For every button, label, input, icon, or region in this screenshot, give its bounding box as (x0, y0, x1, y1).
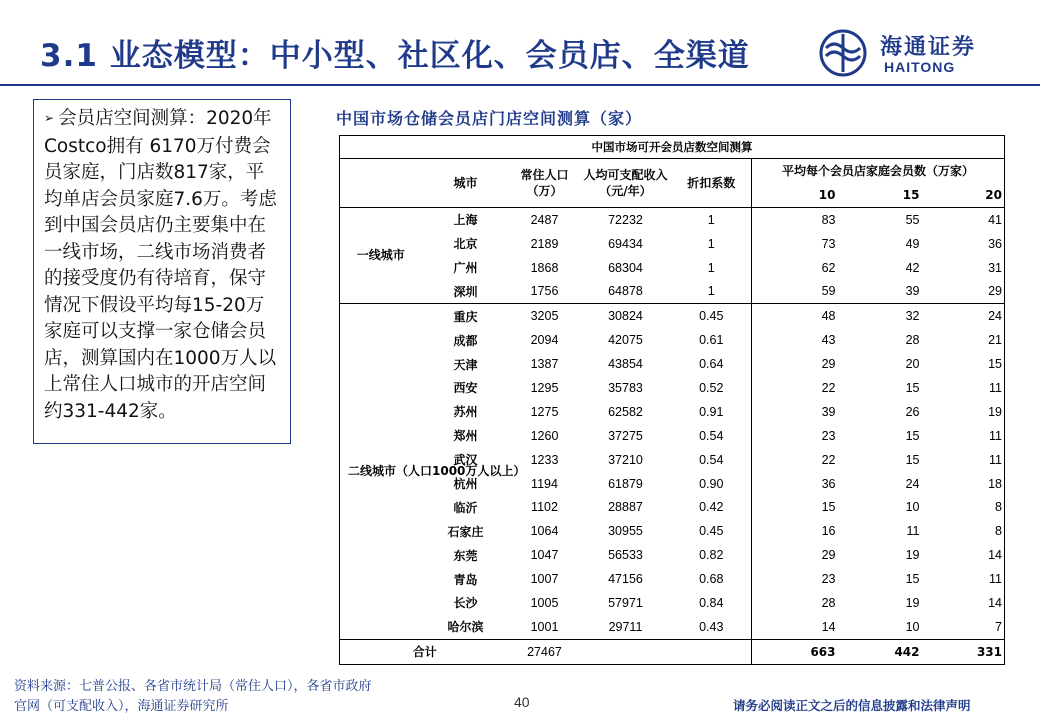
total-empty (672, 639, 752, 664)
members-10-value: 29 (821, 357, 836, 372)
members-15-value: 39 (905, 284, 920, 299)
members-10-value: 14 (821, 619, 836, 634)
summary-textbox (33, 99, 291, 444)
members-15-value: 32 (838, 304, 922, 328)
members-20-value: 31 (922, 256, 1005, 280)
city-name: 哈尔滨 (447, 620, 484, 635)
members-20-value: 24 (922, 304, 1005, 328)
header-20: 20 (922, 183, 1005, 207)
income-value: 61879 (608, 476, 643, 491)
page-title: 3.1 业态模型：中小型、社区化、会员店、全渠道 (40, 38, 750, 74)
haitong-logo (818, 28, 1008, 78)
discount-value: 0.82 (672, 543, 752, 567)
population-value: 1868 (530, 260, 559, 275)
population-value: 1001 (530, 619, 559, 634)
members-15-value: 26 (905, 404, 920, 419)
income-value: 57971 (608, 595, 643, 610)
population-value: 1102 (531, 500, 558, 515)
total-10: 663 (752, 639, 838, 664)
city-name: 青岛 (453, 572, 478, 587)
group-label-tier2: 二线城市（人口1000万人以上） (340, 304, 422, 639)
table-row (340, 567, 1005, 591)
members-20-value: 11 (922, 448, 1005, 472)
members-15-value: 19 (905, 595, 920, 610)
income-value: 37275 (608, 428, 643, 443)
income-value: 72232 (580, 207, 672, 231)
city-name: 上海 (422, 207, 510, 231)
table-row (340, 304, 1005, 328)
store-space-table (339, 135, 1005, 665)
discount-value: 0.52 (672, 376, 752, 400)
city-name: 郑州 (453, 429, 478, 444)
population-value: 1275 (530, 404, 559, 419)
city-name: 临沂 (453, 500, 478, 515)
income-value: 30824 (580, 304, 672, 328)
members-10-value: 22 (821, 452, 836, 467)
income-value: 30955 (608, 524, 643, 539)
total-population: 27467 (510, 639, 580, 664)
table-row (340, 400, 1005, 424)
members-10-value: 48 (752, 304, 838, 328)
income-value: 56533 (608, 548, 643, 563)
members-20-value: 8 (922, 495, 1005, 519)
members-10-value: 23 (821, 428, 836, 443)
group-label-tier1: 一线城市 (340, 207, 422, 304)
income-value: 43854 (608, 357, 643, 372)
members-15-value: 49 (905, 236, 920, 251)
population-value: 1756 (530, 284, 559, 299)
members-20-value: 11 (922, 424, 1005, 448)
table-row (340, 615, 1005, 639)
population-value: 2487 (510, 207, 580, 231)
members-20-value: 19 (922, 400, 1005, 424)
city-name: 成都 (453, 333, 478, 348)
source-line-2: 官网（可支配收入），海通证券研究所 (14, 699, 229, 714)
members-15-value: 19 (905, 548, 920, 563)
header-15: 15 (902, 187, 920, 202)
members-10-value: 28 (821, 595, 836, 610)
members-15-value: 15 (905, 572, 920, 587)
summary-paragraph: 会员店空间测算：2020年Costco拥有 6170万付费会员家庭，门店数817家，平均单店会员家庭7.6万。考虑到中国会员店仍主要集中在一线市场，二线市场消费者的接受度仍有待培育，保守情况下假设平均每15-20万家庭可以支撑一家仓储会员店，测算国内在1000万人以上常住人口城市的开店空间约331-442家。 (44, 108, 277, 422)
income-value: 42075 (608, 333, 643, 348)
income-value: 68304 (608, 260, 643, 275)
population-value: 2189 (530, 236, 559, 251)
members-15-value: 15 (905, 380, 920, 395)
members-20-value: 11 (922, 376, 1005, 400)
city-name: 天津 (453, 357, 478, 372)
table-caption: 中国市场可开会员店数空间测算 (340, 136, 1005, 159)
members-10-value: 83 (752, 207, 838, 231)
city-name: 广州 (453, 261, 478, 275)
discount-value: 0.43 (672, 615, 752, 639)
header-population: 常住人口（万） (520, 167, 569, 198)
table-row (340, 352, 1005, 376)
population-value: 1194 (531, 476, 558, 491)
discount-value: 0.54 (672, 448, 752, 472)
members-10-value: 59 (821, 284, 836, 299)
members-10-value: 22 (821, 380, 836, 395)
header-avg-members: 平均每个会员店家庭会员数（万家） (752, 159, 1005, 183)
total-20: 331 (922, 639, 1005, 664)
discount-value: 0.64 (672, 352, 752, 376)
table-row (340, 376, 1005, 400)
table-row (340, 519, 1005, 543)
members-10-value: 39 (821, 404, 836, 419)
discount-value: 0.54 (672, 424, 752, 448)
discount-value: 1 (672, 207, 752, 231)
table-row (340, 424, 1005, 448)
source-note (14, 677, 372, 717)
members-20-value: 7 (922, 615, 1005, 639)
members-20-value: 15 (922, 352, 1005, 376)
income-value: 47156 (608, 572, 643, 587)
page-number: 40 (514, 694, 530, 710)
source-line-1: 资料来源：七普公报、各省市统计局（常住人口），各省市政府 (14, 679, 372, 694)
members-20-value: 18 (922, 472, 1005, 496)
members-20-value: 14 (922, 543, 1005, 567)
title-divider (0, 84, 1040, 86)
city-name: 苏州 (453, 405, 478, 420)
income-value: 69434 (608, 236, 643, 251)
total-15: 442 (838, 639, 922, 664)
income-value: 62582 (608, 404, 643, 419)
table-row (340, 207, 1005, 231)
members-10-value: 16 (821, 524, 836, 539)
total-empty (580, 639, 672, 664)
table-row (340, 279, 1005, 303)
total-row (340, 639, 1005, 664)
members-15-value: 20 (905, 357, 920, 372)
city-name: 石家庄 (447, 524, 484, 539)
total-label: 合计 (340, 639, 510, 664)
table-row (340, 256, 1005, 280)
discount-value: 0.42 (672, 495, 752, 519)
header-discount: 折扣系数 (672, 159, 752, 208)
income-value: 29711 (608, 619, 643, 634)
header-income: 人均可支配收入（元/年） (583, 167, 668, 198)
members-15-value: 15 (905, 452, 920, 467)
members-15-value: 10 (905, 500, 920, 515)
income-value: 37210 (608, 452, 643, 467)
income-value: 28887 (608, 500, 643, 515)
discount-value: 0.84 (672, 591, 752, 615)
table-row (340, 328, 1005, 352)
discount-value: 0.45 (672, 519, 752, 543)
city-name: 杭州 (453, 477, 478, 492)
discount-value: 0.68 (672, 567, 752, 591)
members-20-value: 8 (922, 519, 1005, 543)
population-value: 3205 (510, 304, 580, 328)
members-20-value: 41 (922, 207, 1005, 231)
table-row (340, 232, 1005, 256)
population-value: 1005 (530, 595, 559, 610)
population-value: 1260 (530, 428, 559, 443)
population-value: 1295 (530, 380, 559, 395)
discount-value: 0.90 (672, 472, 752, 496)
members-20-value: 29 (922, 279, 1005, 303)
members-15-value: 28 (905, 333, 920, 348)
city-name: 北京 (453, 237, 478, 252)
members-20-value: 36 (922, 232, 1005, 256)
discount-value: 1 (672, 256, 752, 280)
population-value: 2094 (530, 333, 559, 348)
income-value: 35783 (608, 380, 643, 395)
city-name: 长沙 (453, 596, 478, 611)
discount-value: 0.91 (672, 400, 752, 424)
population-value: 1047 (530, 548, 559, 563)
population-value: 1064 (530, 524, 559, 539)
logo-chinese-text: 海通证券 (880, 34, 977, 60)
members-10-value: 36 (821, 476, 836, 491)
legal-disclaimer: 请务必阅读正文之后的信息披露和法律声明 (733, 698, 971, 713)
bullet-arrow-icon: ➢ (44, 111, 55, 125)
members-15-value: 42 (905, 260, 920, 275)
haitong-logo-mark-icon (818, 28, 872, 78)
city-name: 西安 (453, 381, 478, 396)
members-10-value: 43 (821, 333, 836, 348)
population-value: 1233 (530, 452, 559, 467)
discount-value: 0.45 (672, 304, 752, 328)
header-city: 城市 (453, 176, 478, 191)
city-name: 武汉 (453, 453, 478, 468)
population-value: 1387 (530, 357, 559, 372)
members-10-value: 23 (821, 572, 836, 587)
discount-value: 0.61 (672, 328, 752, 352)
table-row (340, 495, 1005, 519)
members-10-value: 29 (821, 548, 836, 563)
discount-value: 1 (672, 279, 752, 303)
city-name: 东莞 (453, 548, 478, 563)
logo-english-text: HAITONG (884, 59, 956, 75)
members-10-value: 15 (821, 500, 836, 515)
members-10-value: 62 (821, 260, 836, 275)
members-15-value: 55 (838, 207, 922, 231)
members-20-value: 14 (922, 591, 1005, 615)
members-15-value: 24 (905, 476, 920, 491)
header-10: 10 (818, 187, 836, 202)
discount-value: 1 (672, 232, 752, 256)
members-20-value: 21 (922, 328, 1005, 352)
members-15-value: 11 (906, 524, 920, 539)
table-title: 中国市场仓储会员店门店空间测算（家） (336, 109, 643, 128)
city-name: 重庆 (422, 304, 510, 328)
table-row (340, 591, 1005, 615)
members-15-value: 15 (905, 428, 920, 443)
members-15-value: 10 (905, 619, 920, 634)
population-value: 1007 (530, 572, 559, 587)
members-10-value: 73 (821, 236, 836, 251)
city-name: 深圳 (453, 284, 478, 299)
table-row (340, 543, 1005, 567)
members-20-value: 11 (922, 567, 1005, 591)
income-value: 64878 (608, 284, 643, 299)
